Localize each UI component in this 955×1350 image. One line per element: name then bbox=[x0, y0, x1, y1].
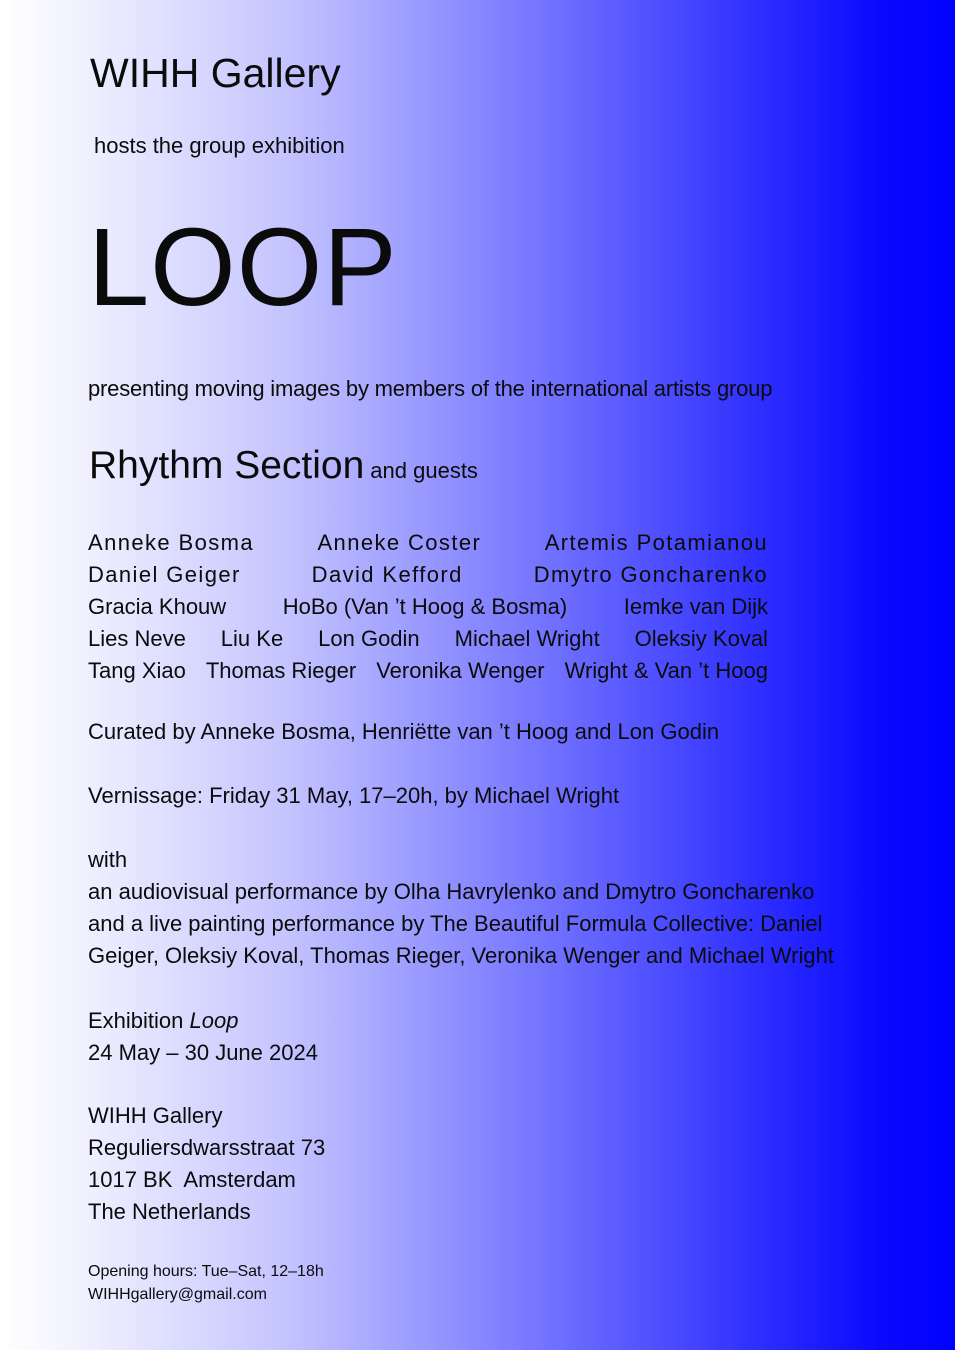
artists-row bbox=[88, 559, 768, 591]
artist-name: Tang Xiao bbox=[88, 658, 186, 683]
contact-email: WIHHgallery@gmail.com bbox=[88, 1286, 267, 1303]
artist-name: Michael Wright bbox=[454, 626, 600, 651]
artists-row bbox=[88, 527, 768, 559]
exhibition-title: LOOP bbox=[88, 206, 398, 329]
performance-line: Geiger, Oleksiy Koval, Thomas Rieger, Veronika Wenger and Michael Wright bbox=[88, 943, 834, 968]
address-city: 1017 BK Amsterdam bbox=[88, 1167, 296, 1192]
artist-name: Dmytro Goncharenko bbox=[533, 562, 768, 587]
artist-name: Oleksiy Koval bbox=[634, 626, 768, 651]
artist-name: Veronika Wenger bbox=[376, 658, 545, 683]
artists-row bbox=[88, 655, 768, 687]
group-name-heading bbox=[89, 441, 478, 496]
performances-block bbox=[88, 844, 834, 972]
curated-line: Curated by Anneke Bosma, Henriëtte van ’t Hoog and Lon Godin bbox=[88, 719, 720, 744]
opening-hours: Opening hours: Tue–Sat, 12–18h bbox=[88, 1263, 324, 1280]
performances-intro: with bbox=[88, 847, 128, 872]
gallery-title: WIHH Gallery bbox=[90, 50, 341, 96]
presenting-line: presenting moving images by members of the international artists group bbox=[88, 376, 773, 401]
performance-line: an audiovisual performance by Olha Havrylenko and Dmytro Goncharenko bbox=[88, 879, 815, 904]
gallery-address bbox=[88, 1100, 325, 1228]
artists-row bbox=[88, 623, 768, 655]
address-street: Reguliersdwarsstraat 73 bbox=[88, 1135, 326, 1160]
artist-name: Daniel Geiger bbox=[88, 562, 241, 587]
exhibition-title-italic: Loop bbox=[189, 1008, 239, 1033]
address-name: WIHH Gallery bbox=[88, 1103, 223, 1128]
exhibition-info bbox=[88, 1005, 318, 1069]
vernissage-line: Vernissage: Friday 31 May, 17–20h, by Michael Wright bbox=[88, 783, 620, 808]
group-suffix: and guests bbox=[370, 458, 478, 483]
exhibition-label: Exhibition bbox=[88, 1008, 184, 1033]
artist-name: HoBo (Van ’t Hoog & Bosma) bbox=[282, 594, 568, 619]
exhibition-label-line bbox=[88, 1005, 318, 1037]
artist-name: Thomas Rieger bbox=[205, 658, 357, 683]
footer-info bbox=[88, 1260, 324, 1306]
artist-name: David Kefford bbox=[311, 562, 463, 587]
exhibition-dates: 24 May – 30 June 2024 bbox=[88, 1040, 318, 1065]
artist-name: Lies Neve bbox=[88, 626, 186, 651]
artist-name: Lon Godin bbox=[318, 626, 420, 651]
group-name: Rhythm Section bbox=[89, 444, 365, 487]
artist-name: Artemis Potamianou bbox=[544, 530, 768, 555]
performance-line: and a live painting performance by The Beautiful Formula Collective: Daniel bbox=[88, 911, 823, 936]
address-country: The Netherlands bbox=[88, 1199, 251, 1224]
artists-list bbox=[88, 527, 768, 687]
artists-row bbox=[88, 591, 768, 623]
artist-name: Liu Ke bbox=[220, 626, 284, 651]
artist-name: Anneke Coster bbox=[317, 530, 482, 555]
artist-name: Anneke Bosma bbox=[88, 530, 254, 555]
artist-name: Iemke van Dijk bbox=[623, 594, 768, 619]
hosts-line: hosts the group exhibition bbox=[94, 133, 345, 158]
artist-name: Gracia Khouw bbox=[88, 594, 227, 619]
artist-name: Wright & Van ’t Hoog bbox=[564, 658, 768, 683]
